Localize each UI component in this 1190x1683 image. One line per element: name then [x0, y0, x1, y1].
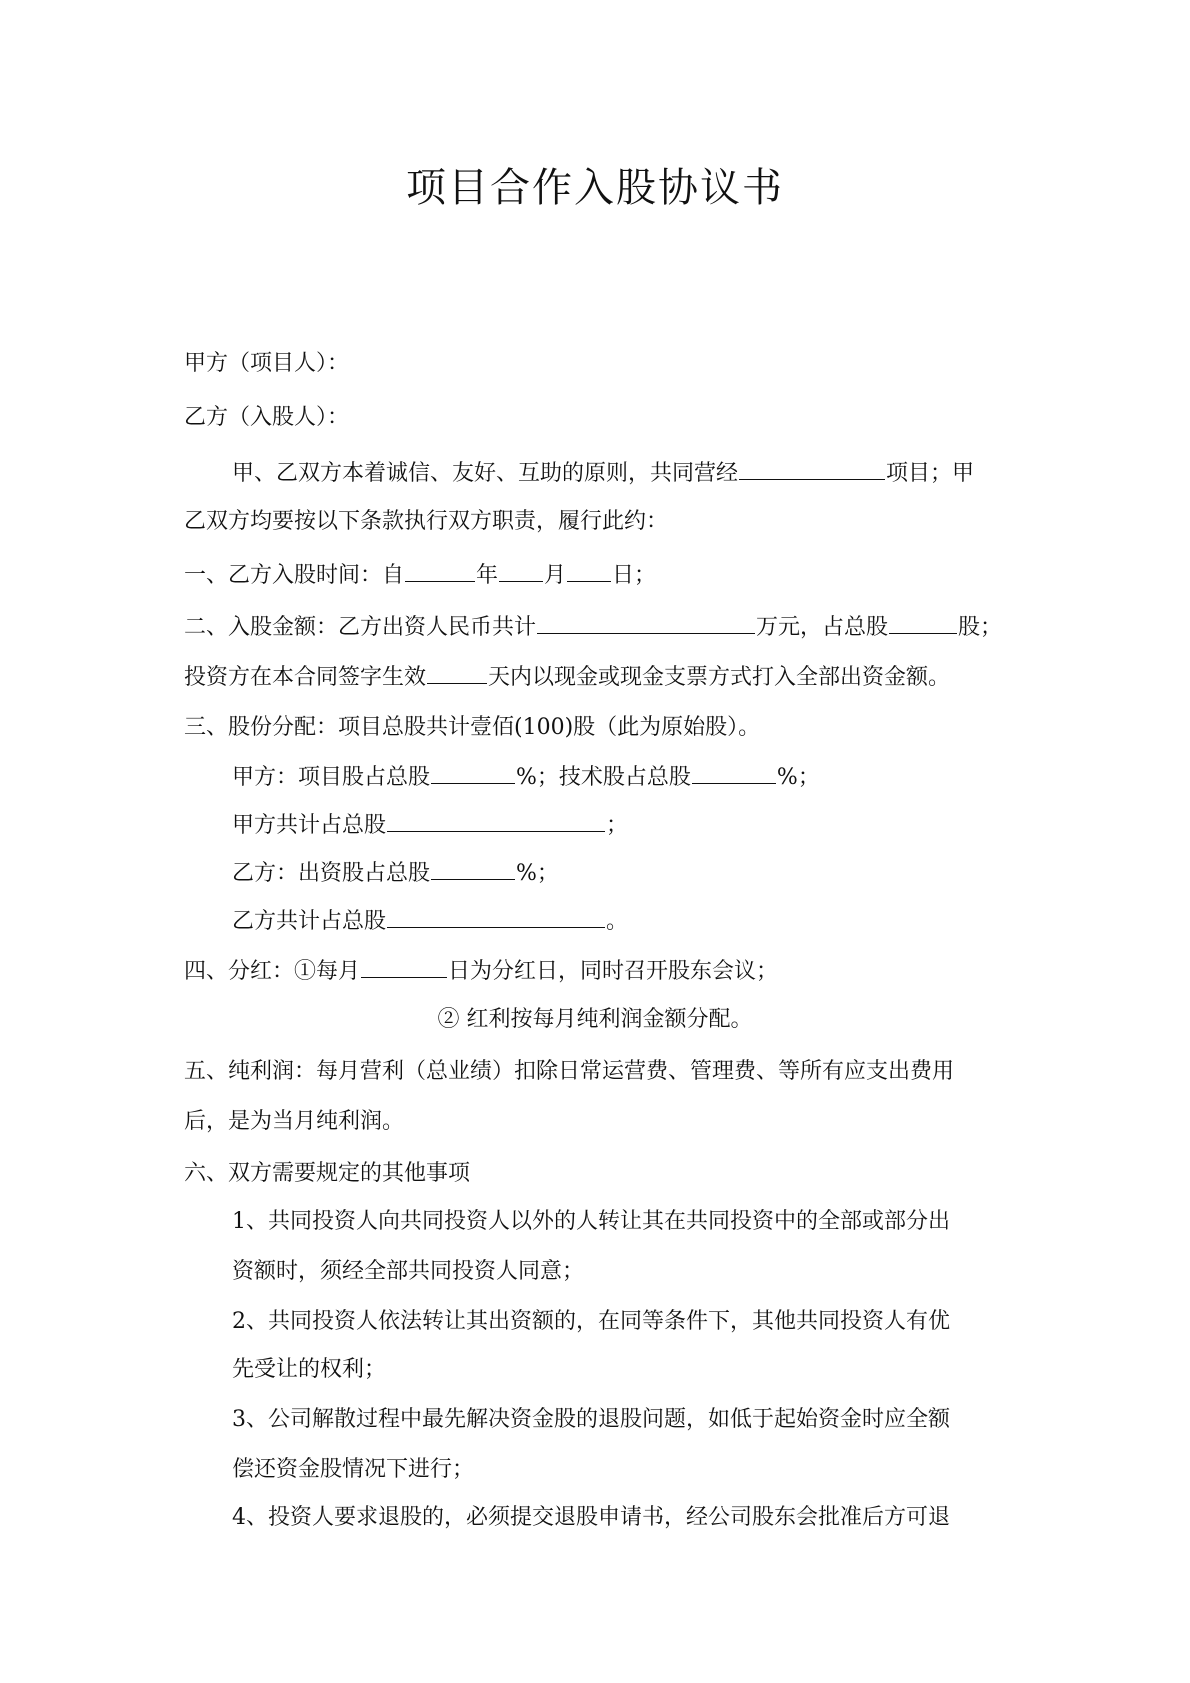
project-share-blank[interactable] — [431, 761, 515, 784]
s6-item-1-line-1: 1、共同投资人向共同投资人以外的人转让其在共同投资中的全部或部分出 — [232, 1209, 950, 1234]
s1-text-d: 日； — [612, 563, 657, 588]
s2-text-c: 股； — [958, 615, 1003, 640]
section-4-line-1 — [184, 955, 778, 987]
s4-text-a: 四、分红：①每月 — [184, 959, 361, 984]
s3-a3: %； — [776, 765, 820, 790]
s6-item-1-line-2: 资额时，须经全部共同投资人同意； — [232, 1259, 585, 1284]
share-count-blank[interactable] — [889, 611, 957, 634]
document-title: 项目合作入股协议书 — [406, 165, 784, 211]
s6-item-4-line-1: 4、投资人要求退股的，必须提交退股申请书，经公司股东会批准后方可退 — [232, 1505, 950, 1530]
section-5-line-1: 五、纯利润：每月营利（总业绩）扣除日常运营费、管理费、等所有应支出费用 — [184, 1059, 955, 1084]
s2-text-b: 万元，占总股 — [756, 615, 889, 640]
s3-party-b-shares — [232, 857, 559, 889]
project-name-blank[interactable] — [739, 457, 885, 480]
s6-item-3-line-1: 3、公司解散过程中最先解决资金股的退股问题，如低于起始资金时应全额 — [232, 1407, 950, 1432]
s3-a-total: 甲方共计占总股 — [232, 813, 387, 838]
s3-party-a-shares — [232, 761, 820, 793]
tech-share-blank[interactable] — [692, 761, 776, 784]
section-1-line — [184, 559, 656, 591]
party-b-line: 乙方（入股人）： — [184, 405, 350, 430]
s3-a1: 甲方：项目股占总股 — [232, 765, 431, 790]
s3-b1: 乙方：出资股占总股 — [232, 861, 431, 886]
s3-b-total-end: 。 — [606, 909, 629, 934]
s3-party-a-total — [232, 809, 628, 841]
s3-b2: %； — [516, 861, 559, 886]
days-blank[interactable] — [427, 661, 487, 684]
section-2-line-1 — [184, 611, 1002, 643]
intro-text-a: 甲、乙双方本着诚信、友好、互助的原则，共同营经 — [232, 461, 739, 486]
s3-a-total-end: ； — [606, 813, 629, 838]
s6-item-2-line-2: 先受让的权利； — [232, 1357, 387, 1382]
s6-item-2-line-1: 2、共同投资人依法转让其出资额的，在同等条件下，其他共同投资人有优 — [232, 1309, 950, 1334]
month-blank[interactable] — [499, 559, 543, 582]
s2-text-d: 投资方在本合同签字生效 — [184, 665, 427, 690]
s2-text-a: 二、入股金额：乙方出资人民币共计 — [184, 615, 537, 640]
s1-text-b: 年 — [476, 563, 499, 588]
s3-party-b-total — [232, 905, 628, 937]
section-3-head: 三、股份分配：项目总股共计壹佰(100)股（此为原始股）。 — [184, 715, 761, 740]
party-b-total-blank[interactable] — [387, 905, 605, 928]
year-blank[interactable] — [405, 559, 475, 582]
amount-blank[interactable] — [537, 611, 755, 634]
day-blank[interactable] — [567, 559, 611, 582]
intro-line-2: 乙双方均要按以下条款执行双方职责，履行此约： — [184, 509, 669, 534]
section-5-line-2: 后，是为当月纯利润。 — [184, 1109, 405, 1134]
s2-text-e: 天内以现金或现金支票方式打入全部出资金额。 — [488, 665, 951, 690]
s4-text-b: 日为分红日，同时召开股东会议； — [448, 959, 779, 984]
intro-line-1 — [232, 457, 974, 489]
s1-text-c: 月 — [544, 563, 567, 588]
section-4-line-2: ② 红利按每月纯利润金额分配。 — [437, 1007, 753, 1032]
party-a-total-blank[interactable] — [387, 809, 605, 832]
s3-a2: %；技术股占总股 — [516, 765, 691, 790]
s6-item-3-line-2: 偿还资金股情况下进行； — [232, 1457, 475, 1482]
section-6-head: 六、双方需要规定的其他事项 — [184, 1161, 471, 1186]
s1-text-a: 一、乙方入股时间：自 — [184, 563, 405, 588]
intro-text-b: 项目；甲 — [886, 461, 975, 486]
section-2-line-2 — [184, 661, 950, 693]
capital-share-blank[interactable] — [431, 857, 515, 880]
dividend-day-blank[interactable] — [361, 955, 447, 978]
party-a-line: 甲方（项目人）： — [184, 351, 350, 376]
s3-b-total: 乙方共计占总股 — [232, 909, 387, 934]
